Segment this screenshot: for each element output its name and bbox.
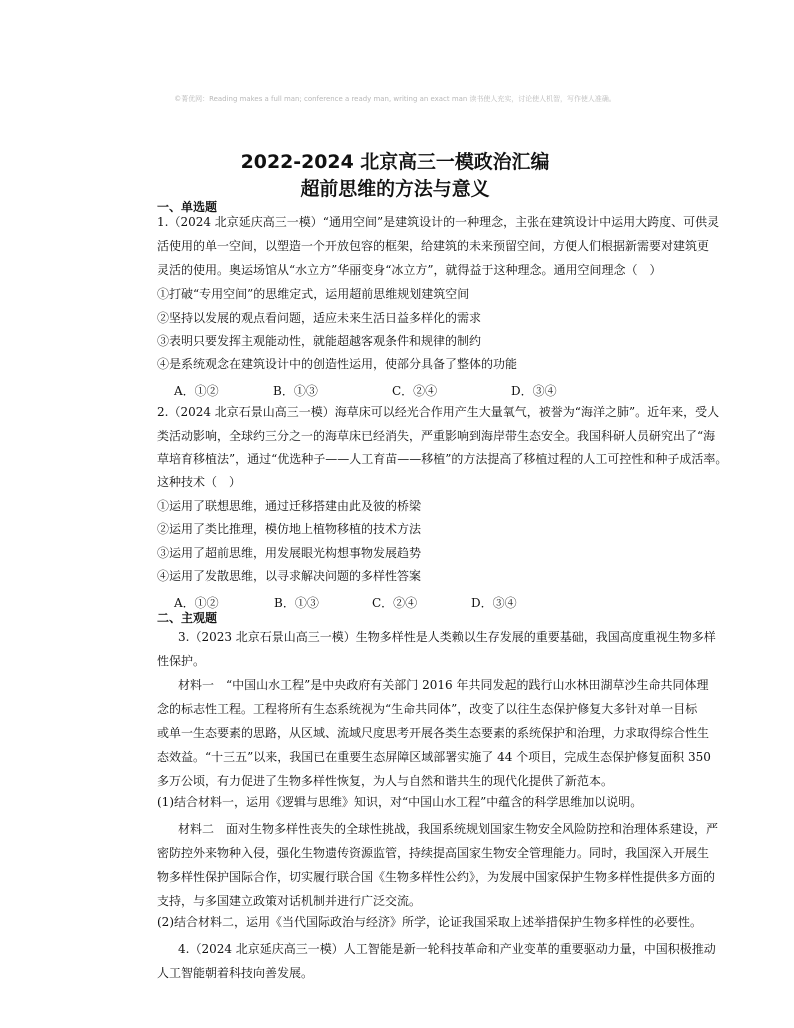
q2-option-c: C．②④ <box>372 596 418 610</box>
q4-stem-line: 人工智能朝着科技向善发展。 <box>157 966 314 980</box>
q2-stem-line: 这种技术（ ） <box>157 475 242 489</box>
q2-statement: ③运用了超前思维，用发展眼光构想事物发展趋势 <box>157 546 422 560</box>
doc-title-line2: 超前思维的方法与意义 <box>300 178 490 200</box>
q1-stem-line: 活使用的单一空间，以塑造一个开放包容的框架，给建筑的未来预留空间，方便人们根据新需要对建筑更 <box>157 239 710 253</box>
q2-statement: ④运用了发散思维，以寻求解决问题的多样性答案 <box>157 569 422 583</box>
q3-material1-line: 或单一生态要素的思路，从区域、流域尺度思考开展各类生态要素的系统保护和治理，力求取得综合性生 <box>157 726 710 740</box>
doc-title-line1: 2022-2024 北京高三一模政治汇编 <box>240 151 550 173</box>
q1-option-d: D．③④ <box>511 384 557 398</box>
q3-material1-line: 多万公顷，有力促进了生物多样性恢复，为人与自然和谐共生的现代化提供了新范本。 <box>157 774 614 788</box>
q1-statement: ③表明只要发挥主观能动性，就能超越客观条件和规律的制约 <box>157 334 482 348</box>
q3-intro-line: 性保护。 <box>157 654 206 668</box>
q3-material2-line: 密防控外来物种入侵，强化生物遗传资源监管，持续提高国家生物安全管理能力。同时，我国深入开展生 <box>157 846 710 860</box>
q4-stem-line: 4.（2024 北京延庆高三一模）人工智能是新一轮科技革命和产业变革的重要驱动力量，中国积极推动 <box>178 942 716 956</box>
q3-material2-line: 材料二 面对生物多样性丧失的全球性挑战，我国系统规划国家生物安全风险防控和治理体系建设，严 <box>178 822 719 836</box>
q3-material2-line: 支持，与多国建立政策对话机制并进行广泛交流。 <box>157 894 422 908</box>
q1-stem-line: 灵活的使用。奥运场馆从“水立方”华丽变身“冰立方”，就得益于这种理念。通用空间理念（ ） <box>157 263 662 277</box>
q1-statement: ④是系统观念在建筑设计中的创造性运用，使部分具备了整体的功能 <box>157 357 518 371</box>
q1-option-b: B．①③ <box>273 384 318 398</box>
q1-statement: ②坚持以发展的观点看问题，适应未来生活日益多样化的需求 <box>157 311 482 325</box>
header-watermark-note: ©菁优网：Reading makes a full man; conference a ready man, writing an exact man 读书使人充实，讨论使人机智，写作使人准确。 <box>174 95 616 103</box>
q2-option-d: D．③④ <box>471 596 517 610</box>
q2-option-b: B．①③ <box>274 596 319 610</box>
q2-stem-line: 类活动影响，全球约三分之一的海草床已经消失，严重影响到海岸带生态安全。我国科研人员研究出了“海 <box>157 429 716 443</box>
q2-option-a: A．①② <box>174 596 219 610</box>
q3-subquestion-1: (1)结合材料一，运用《逻辑与思维》知识，对“中国山水工程”中蕴含的科学思维加以说明。 <box>157 795 643 809</box>
q2-stem-line: 草培育移植法”，通过“优选种子——人工育苗——移植”的方法提高了移植过程的人工可控性和种子成活率。 <box>157 452 728 466</box>
q3-material1-line: 态效益。“十三五”以来，我国已在重要生态屏障区域部署实施了 44 个项目，完成生态保护修复面积 350 <box>157 750 711 764</box>
q3-material1-line: 念的标志性工程。工程将所有生态系统视为“生命共同体”，改变了以往生态保护修复大多针对单一目标 <box>157 702 698 716</box>
q2-statement: ①运用了联想思维，通过迁移搭建由此及彼的桥梁 <box>157 499 422 513</box>
q1-statement: ①打破“专用空间”的思维定式，运用超前思维规划建筑空间 <box>157 287 470 301</box>
section-single-choice: 一、单选题 <box>157 200 218 214</box>
q3-intro-line: 3.（2023 北京石景山高三一模）生物多样性是人类赖以生存发展的重要基础，我国高度重视生物多样 <box>178 630 716 644</box>
q2-statement: ②运用了类比推理，模仿地上植物移植的技术方法 <box>157 522 422 536</box>
q2-stem-line: 2.（2024 北京石景山高三一模）海草床可以经光合作用产生大量氧气，被誉为“海洋之肺”。近年来，受人 <box>157 405 720 419</box>
section-subjective: 二、主观题 <box>157 611 218 625</box>
q3-material1-line: 材料一 “中国山水工程”是中央政府有关部门 2016 年共同发起的践行山水林田湖草沙生命共同体理 <box>178 678 709 692</box>
q1-option-c: C．②④ <box>392 384 438 398</box>
q1-option-a: A．①② <box>174 384 219 398</box>
q3-subquestion-2: (2)结合材料二，运用《当代国际政治与经济》所学，论证我国采取上述举措保护生物多样性的必要性。 <box>157 915 703 929</box>
q3-material2-line: 物多样性保护国际合作，切实履行联合国《生物多样性公约》，为发展中国家保护生物多样性提供多方面的 <box>157 870 716 884</box>
q1-stem-line: 1.（2024 北京延庆高三一模）“通用空间”是建筑设计的一种理念，主张在建筑设计中运用大跨度、可供灵 <box>157 215 720 229</box>
